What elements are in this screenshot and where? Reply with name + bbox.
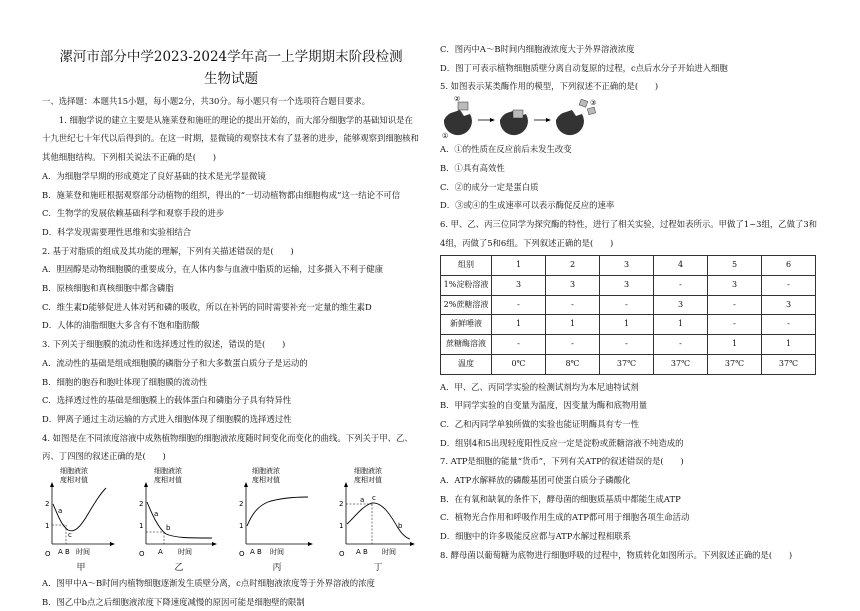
graph-caption: 丁 — [373, 563, 383, 574]
right-column — [440, 0, 818, 565]
option-d: D．细胞中的许多吸能反应都与ATP水解过程相联系 — [440, 531, 632, 542]
origin-label: O — [339, 550, 345, 559]
question-stem: 5. 如图表示某类酶作用的模型，下列叙述不正确的是( ) — [440, 81, 659, 92]
graph-ylabel: 细胞液浓 — [354, 467, 382, 476]
option-c: C．②的成分一定是蛋白质 — [440, 181, 539, 192]
option-d: D．科学发现需要理性思维和实验相结合 — [42, 226, 192, 237]
table-row — [441, 295, 816, 315]
tick-1: 1 — [339, 522, 344, 531]
table-cell: 3 — [492, 276, 546, 296]
option-a: A．图甲中A～B时间内植物细胞逐渐发生质壁分离，c点时细胞液浓度等于外界溶液的浓度 — [42, 578, 375, 589]
option-d: D．③或④的生成速率可以表示酶促反应的速率 — [440, 200, 615, 211]
graph-jia — [44, 466, 118, 574]
option-a: A．胆固醇是动物细胞膜的重要成分，在人体内参与血液中脂质的运输，过多摄入不利于健康 — [42, 264, 384, 275]
option-d: D．人体的油脂细胞大多含有不饱和脂肪酸 — [42, 320, 200, 331]
table-cell: 37℃ — [654, 354, 708, 374]
question-stem: 2. 基于对脂质的组成及其功能的理解，下列有关描述错误的是( ) — [42, 245, 294, 256]
origin-label: O — [45, 550, 51, 559]
question-7 — [440, 452, 818, 546]
question-4 — [42, 429, 420, 611]
graph-caption: 乙 — [174, 563, 184, 574]
section-heading: 一、选择题：本题共15小题，每小题2分，共30分。每小题只有一个选项符合题目要求。 — [42, 96, 371, 106]
graph-caption: 甲 — [76, 563, 86, 574]
table-cell: 1 — [600, 315, 654, 335]
question-stem: 4. 如图是在不同浓度溶液中成熟植物细胞的细胞液浓度随时间变化而变化的曲线。下列关于甲、乙、丙、丁四图的叙述正确的是( ) — [42, 432, 413, 462]
option-d: D．组别4和5出现轻度阳性反应一定是淀粉或蔗糖溶液不纯造成的 — [440, 437, 684, 448]
left-column — [42, 0, 420, 611]
table-cell: - — [708, 295, 762, 315]
question-3 — [42, 335, 420, 429]
table-cell: - — [600, 335, 654, 355]
point-c-label: c — [372, 494, 376, 503]
option-c: C．乙和丙同学单独所做的实验也能证明酶具有专一性 — [440, 418, 640, 429]
ab-label: A B — [250, 548, 262, 557]
graph-caption: 丙 — [272, 563, 282, 574]
option-d: D．钾离子通过主动运输的方式进入细胞体现了细胞膜的选择透过性 — [42, 413, 292, 424]
table-header-cell: 组别 — [441, 256, 492, 276]
option-c: C．植物光合作用和呼吸作用生成的ATP都可用于细胞各项生命活动 — [440, 512, 690, 523]
table-row — [441, 276, 816, 296]
x-axis-label: 时间 — [178, 548, 192, 557]
tick-1: 1 — [239, 522, 244, 531]
graph-ding — [338, 466, 418, 574]
table-cell: 3 — [708, 276, 762, 296]
point-a-label: a — [58, 507, 63, 516]
option-c: C．生物学的发展依赖基础科学和观察手段的进步 — [42, 208, 225, 219]
experiment-table — [440, 255, 816, 374]
table-cell: 8℃ — [546, 354, 600, 374]
table-cell: - — [708, 315, 762, 335]
question-8 — [440, 546, 818, 565]
option-b: B．①具有高效性 — [440, 162, 505, 173]
label-1: ① — [442, 132, 449, 141]
table-cell: - — [546, 335, 600, 355]
table-header-cell: 3 — [600, 256, 654, 276]
table-cell: - — [654, 335, 708, 355]
table-cell: 1 — [654, 315, 708, 335]
point-b-label: b — [398, 522, 403, 531]
table-header-cell: 4 — [654, 256, 708, 276]
table-header-row — [441, 256, 816, 276]
table-row — [441, 354, 816, 374]
question-1 — [42, 111, 420, 242]
graph-ylabel: 细胞液浓 — [252, 467, 280, 476]
table-cell: 37℃ — [708, 354, 762, 374]
table-cell: - — [762, 315, 816, 335]
option-b: B．细胞的胞吞和胞吐体现了细胞膜的流动性 — [42, 376, 208, 387]
table-cell: 37℃ — [600, 354, 654, 374]
option-a: A．甲、乙、丙同学实验的检测试剂均为本尼迪特试剂 — [440, 381, 639, 392]
table-cell: - — [600, 295, 654, 315]
table-header-cell: 2 — [546, 256, 600, 276]
exam-title: 漯河市部分中学2023-2024学年高一上学期期末阶段检测 — [59, 49, 403, 65]
table-cell: 1%淀粉溶液 — [441, 276, 492, 296]
table-cell: 3 — [546, 276, 600, 296]
tick-1: 1 — [139, 522, 144, 531]
enzyme-model-diagram — [440, 96, 818, 140]
point-a-label: a — [154, 510, 159, 519]
table-cell: 1 — [492, 315, 546, 335]
table-cell: 0℃ — [492, 354, 546, 374]
question-6 — [440, 215, 818, 452]
table-header-cell: 5 — [708, 256, 762, 276]
question-5 — [440, 77, 818, 215]
a-tick-label: A — [158, 548, 163, 557]
origin-label: O — [239, 550, 245, 559]
graph-ylabel: 度相对值 — [354, 476, 382, 485]
tick-2: 2 — [139, 500, 144, 509]
label-3: ③ — [590, 99, 597, 108]
option-c: C．维生素D能够促进人体对钙和磷的吸收，所以在补钙的同时需要补充一定量的维生素D — [42, 301, 372, 312]
question-stem: 6. 甲、乙、丙三位同学为探究酶的特性，进行了相关实验，过程如表所示。甲做了1~3组，乙做了3和4组，丙做了5和6组。下列叙述正确的是( ) — [440, 218, 818, 248]
question-stem: 7. ATP是细胞的能量“货币”，下列有关ATP的叙述错误的是( ) — [440, 456, 684, 467]
table-cell: 1 — [762, 335, 816, 355]
table-cell: 温度 — [441, 354, 492, 374]
option-c: C．选择透过性的基础是细胞膜上的载体蛋白和磷脂分子具有特异性 — [42, 395, 292, 406]
graph-ylabel: 细胞液浓 — [60, 467, 88, 476]
graph-ylabel: 度相对值 — [60, 476, 88, 485]
graph-ylabel: 度相对值 — [154, 476, 182, 485]
table-header-cell: 6 — [762, 256, 816, 276]
origin-label: O — [139, 550, 145, 559]
ab-label: A B — [58, 548, 70, 557]
option-c: C．图丙中A～B时间内细胞液浓度大于外界溶液浓度 — [440, 44, 635, 54]
table-cell: 1 — [546, 315, 600, 335]
option-a: A．①的性质在反应前后未发生改变 — [440, 144, 572, 155]
x-axis-label: 时间 — [382, 548, 396, 557]
table-header-cell: 1 — [492, 256, 546, 276]
exam-subtitle: 生物试题 — [204, 71, 258, 87]
table-row — [441, 335, 816, 355]
table-cell: 蔗糖酶溶液 — [441, 335, 492, 355]
table-cell: - — [546, 295, 600, 315]
x-axis-label: 时间 — [76, 548, 90, 557]
tick-1: 1 — [45, 522, 50, 531]
tick-2: 2 — [239, 500, 244, 509]
x-axis-label: 时间 — [270, 548, 284, 557]
question-stem: 8. 酵母菌以葡萄糖为底物进行细胞呼吸的过程中，物质转化如图所示。下列叙述正确的是( ) — [440, 549, 793, 560]
option-b: B．图乙中b点之后细胞液浓度下降速度减慢的原因可能是细胞壁的限制 — [42, 596, 305, 607]
option-b: B．在有氧和缺氧的条件下，酵母菌的细胞质基质中都能生成ATP — [440, 493, 681, 504]
table-cell: 2%蔗糖溶液 — [441, 295, 492, 315]
table-row — [441, 315, 816, 335]
option-a: A．为细胞学早期的形成奠定了良好基础的技术是光学显微镜 — [42, 170, 266, 181]
option-a: A．流动性的基础是组成细胞膜的磷脂分子和大多数蛋白质分子是运动的 — [42, 357, 308, 368]
option-a: A．ATP水解释放的磷酸基团可使蛋白质分子磷酸化 — [440, 475, 631, 486]
table-cell: 3 — [762, 295, 816, 315]
question-stem: 1. 细胞学说的建立主要是从施莱登和施旺的理论的提出开始的，而大部分细胞学的基础知识是在十九世纪七十年代以后得到的。在这一时期，显微镜的观察技术有了显著的进步，能够观察到细胞核和其他细胞结构。下列相关说法不正确的是( ) — [42, 114, 419, 163]
option-b: B．原核细胞和真核细胞中都含磷脂 — [42, 283, 174, 294]
table-cell: - — [492, 295, 546, 315]
tick-2: 2 — [45, 500, 50, 509]
question-stem: 3. 下列关于细胞膜的流动性和选择透过性的叙述，错误的是( ) — [42, 339, 286, 350]
table-cell: 3 — [654, 295, 708, 315]
option-b: B．施莱登和施旺根据观察部分动植物的组织，得出的“一切动植物都由细胞构成”这一结论不可信 — [42, 189, 401, 200]
label-2: ② — [454, 96, 461, 104]
question-2 — [42, 242, 420, 336]
graph-yi — [138, 466, 220, 574]
option-b: B．甲同学实验的自变量为温度，因变量为酶和底物用量 — [440, 400, 648, 411]
option-d: D．图丁可表示植物细胞质壁分离自动复原的过程，c点后水分子开始进入细胞 — [440, 62, 728, 73]
table-cell: - — [492, 335, 546, 355]
tick-2: 2 — [339, 500, 344, 509]
table-cell: 1 — [708, 335, 762, 355]
table-cell: - — [762, 276, 816, 296]
graph-ylabel: 度相对值 — [252, 476, 280, 485]
table-cell: - — [654, 276, 708, 296]
table-cell: 新鲜唾液 — [441, 315, 492, 335]
table-cell: 37℃ — [762, 354, 816, 374]
osmosis-graphs — [42, 466, 420, 574]
table-cell: 3 — [600, 276, 654, 296]
point-a-label: a — [360, 496, 365, 505]
graph-bing — [238, 466, 316, 574]
point-b-label: b — [166, 524, 171, 533]
point-c-label: c — [68, 531, 72, 540]
ab-label: A B — [356, 548, 368, 557]
graph-ylabel: 细胞液浓 — [154, 467, 182, 476]
